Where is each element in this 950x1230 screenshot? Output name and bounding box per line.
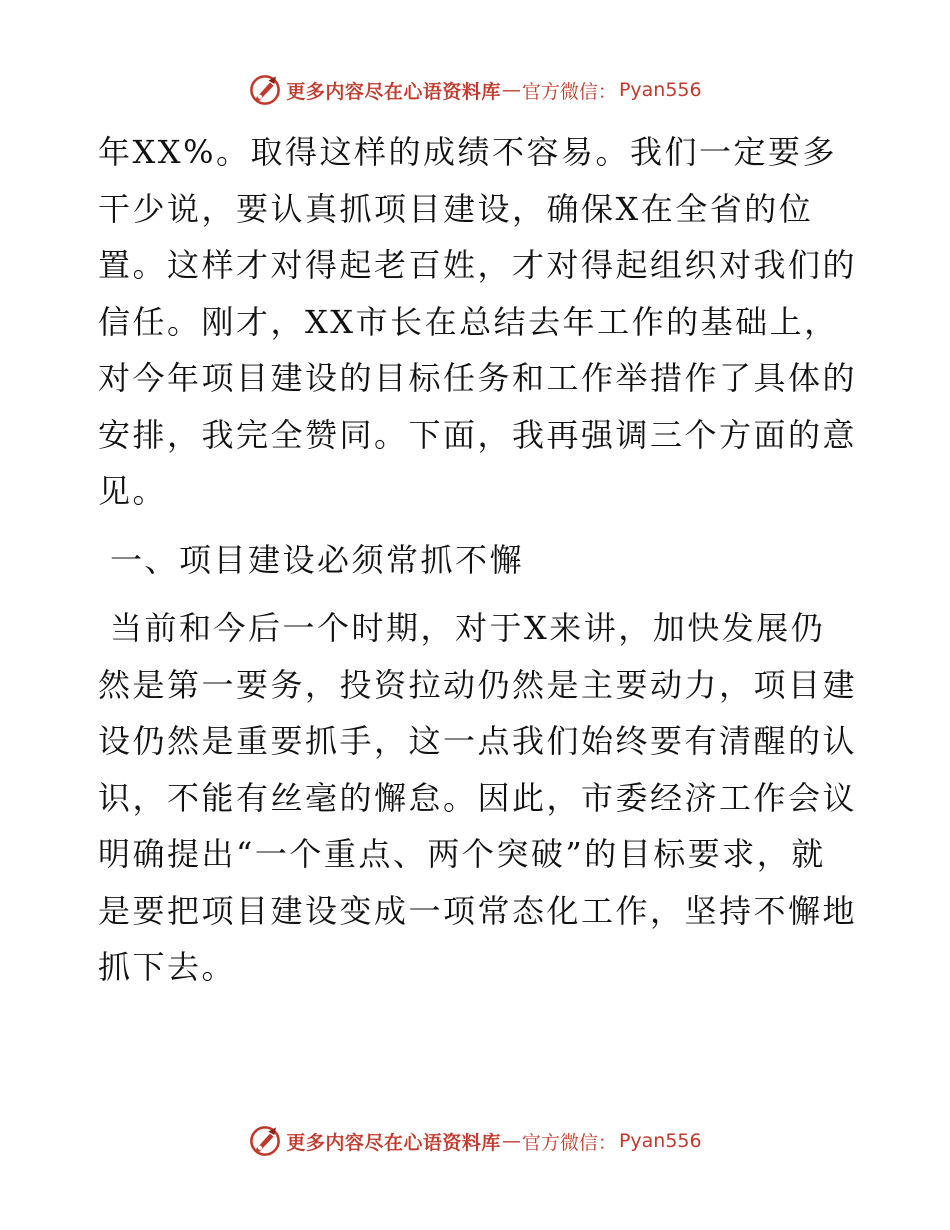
banner-text: 更多内容尽在心语资料库 bbox=[286, 1131, 501, 1154]
paragraph-2: 当前和今后一个时期，对于X来讲，加快发展仍然是第一要务，投资拉动仍然是主要动力，项目建设仍然是重要抓手，这一点我们始终要有清醒的认识，不能有丝毫的懈怠。因此，市委经济工作会议明确提出“一个重点、两个突破”的目标要求，就是要把项目建设变成一项常态化工作，坚持不懈地抓下去。 bbox=[98, 609, 858, 986]
banner-wechat-label: 官方微信： bbox=[521, 80, 617, 103]
document-body bbox=[98, 124, 858, 996]
banner-wechat-label: 官方微信： bbox=[521, 1131, 617, 1154]
footer-banner bbox=[0, 1121, 950, 1161]
paragraph-1: 年XX%。取得这样的成绩不容易。我们一定要多干少说，要认真抓项目建设，确保X在全省的位置。这样才对得起老百姓，才对得起组织对我们的信任。刚才，XX市长在总结去年工作的基础上，对今年项目建设的目标任务和工作举措作了具体的安排，我完全赞同。下面，我再强调三个方面的意见。 bbox=[98, 133, 858, 510]
banner-dash: — bbox=[501, 1130, 521, 1152]
banner-dash: — bbox=[501, 79, 521, 101]
header-banner bbox=[0, 70, 950, 110]
banner-wechat-id: Pyan556 bbox=[618, 79, 702, 101]
banner-text: 更多内容尽在心语资料库 bbox=[286, 80, 501, 103]
pen-logo-icon bbox=[248, 1124, 282, 1158]
pen-logo-icon bbox=[248, 73, 282, 107]
banner-wechat-id: Pyan556 bbox=[618, 1130, 702, 1152]
section-heading: 一、项目建设必须常抓不懈 bbox=[110, 540, 525, 579]
